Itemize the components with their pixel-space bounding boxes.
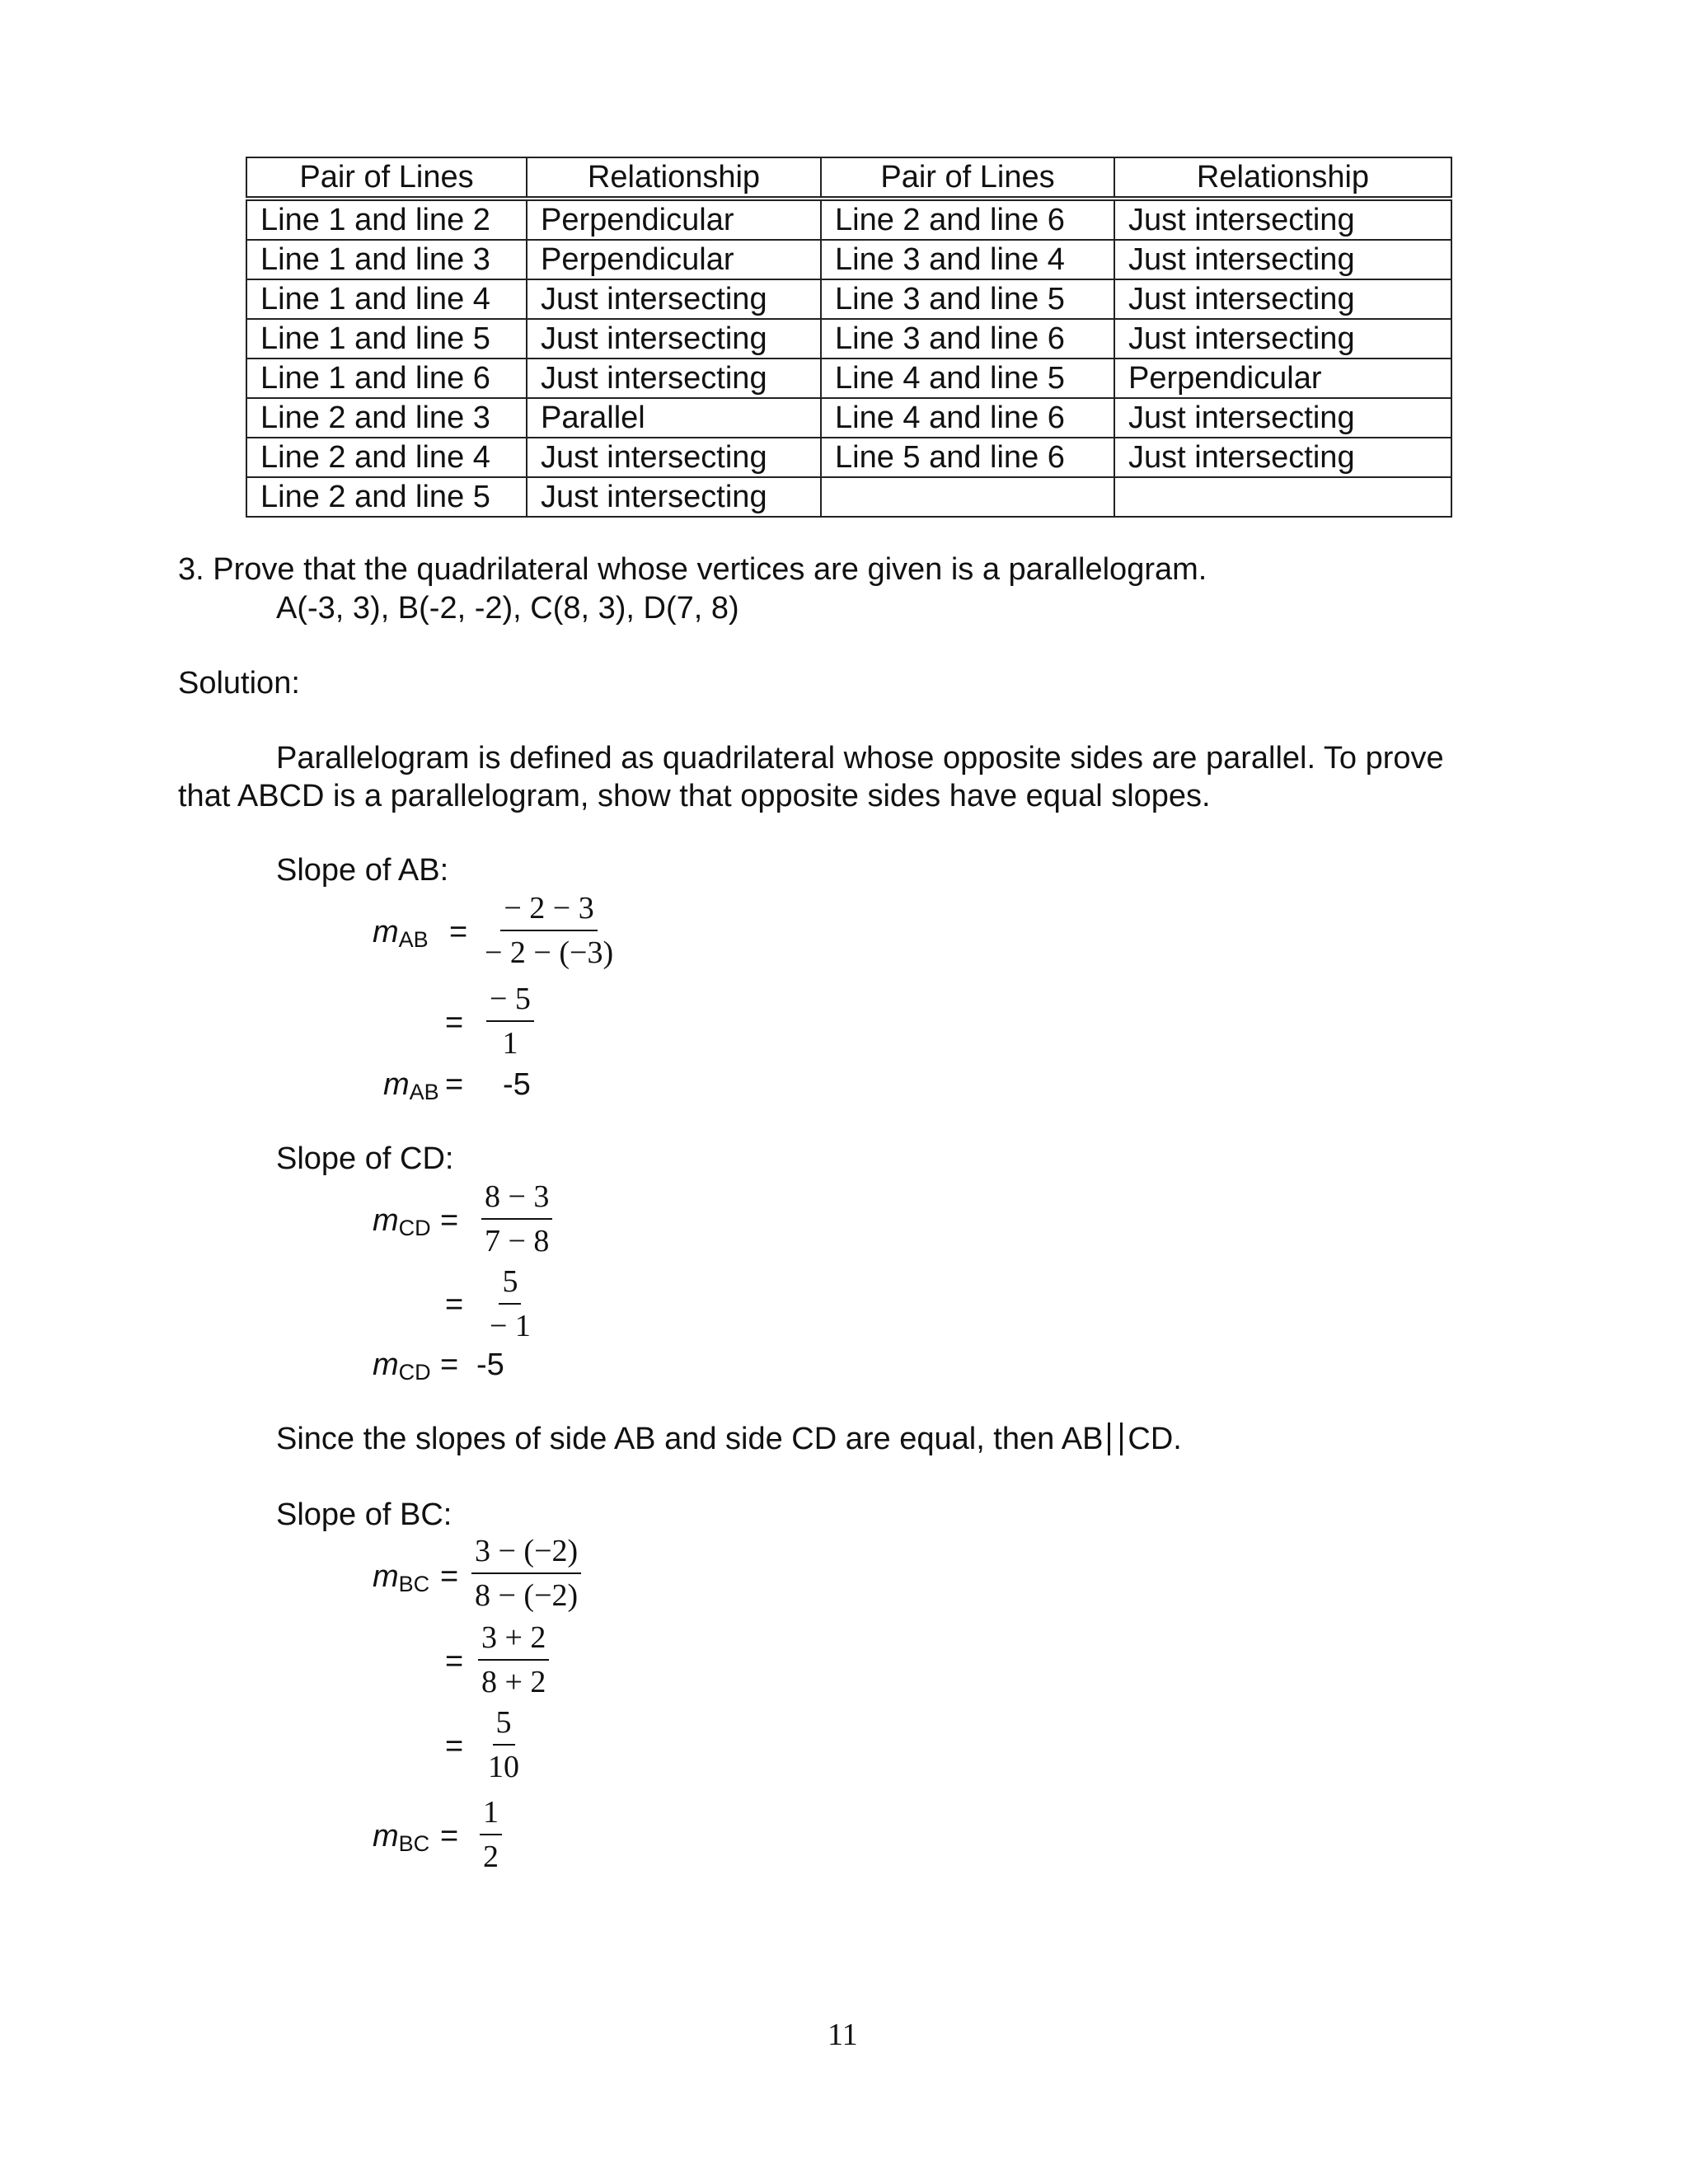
table-cell: Just intersecting [1114,240,1451,279]
fraction-numerator: 5 [499,1263,521,1305]
table-header-cell: Relationship [1114,157,1451,199]
table-body [246,199,1451,517]
slope-cd-label [373,1202,431,1247]
conclusion-end: CD. [1128,1422,1182,1456]
fraction-denominator: − 1 [490,1309,531,1343]
slope-subscript: AB [409,1080,439,1104]
table-row [246,477,1451,517]
equals-sign: = [440,1203,459,1238]
slope-ab-label [383,1066,439,1111]
table-cell: Line 2 and line 6 [821,199,1114,240]
table-cell: Perpendicular [527,199,821,240]
equals-sign: = [440,1559,459,1594]
slope-bc-label [373,1558,429,1603]
table-cell: Line 1 and line 2 [246,199,527,240]
slope-subscript: CD [398,1360,431,1385]
equals-sign: = [445,1067,464,1102]
slope-bc-fraction-4 [480,1794,502,1875]
fraction-numerator: 3 + 2 [478,1619,549,1661]
table-cell: Line 2 and line 3 [246,398,527,438]
table-cell: Just intersecting [527,477,821,517]
fraction-numerator: − 5 [486,981,534,1022]
fraction-denominator: − 2 − (−3) [485,935,614,970]
slope-ab-label [373,913,429,958]
table-cell: Just intersecting [1114,398,1451,438]
solution-label: Solution: [178,666,300,701]
table-cell: Just intersecting [1114,279,1451,319]
table-cell: Line 4 and line 5 [821,359,1114,398]
slope-subscript: CD [398,1216,431,1240]
table-cell: Line 1 and line 4 [246,279,527,319]
table-row [246,319,1451,359]
equals-sign: = [445,1644,464,1679]
table-row [246,199,1451,240]
table-cell [821,477,1114,517]
slope-variable: m [373,915,399,949]
table-row [246,398,1451,438]
problem-statement: 3. Prove that the quadrilateral whose vertices are given is a parallelogram. [178,552,1207,587]
table-cell: Line 3 and line 4 [821,240,1114,279]
slope-subscript: BC [398,1572,430,1596]
fraction-numerator: 8 − 3 [481,1179,552,1220]
slope-ab-fraction-1 [481,890,617,971]
slope-cd-heading: Slope of CD: [276,1141,454,1176]
slope-bc-fraction-3 [485,1704,523,1785]
slope-variable: m [373,1819,399,1854]
table-cell: Perpendicular [1114,359,1451,398]
intro-line-1: Parallelogram is defined as quadrilateral whose opposite sides are parallel. To prove [276,741,1444,776]
problem-vertices: A(-3, 3), B(-2, -2), C(8, 3), D(7, 8) [276,591,739,626]
slope-variable: m [373,1559,399,1594]
slope-variable: m [373,1203,399,1238]
table-cell: Just intersecting [1114,199,1451,240]
fraction-numerator: 5 [493,1704,515,1746]
fraction-numerator: 1 [480,1794,502,1835]
table-header-cell: Pair of Lines [246,157,527,199]
table-cell: Line 2 and line 4 [246,438,527,477]
fraction-denominator: 1 [502,1026,518,1061]
table-header-cell: Pair of Lines [821,157,1114,199]
table-cell: Parallel [527,398,821,438]
table-cell: Line 2 and line 5 [246,477,527,517]
table-cell [1114,477,1451,517]
fraction-denominator: 10 [488,1750,519,1784]
table-cell: Just intersecting [527,438,821,477]
slope-ab-result: -5 [503,1067,531,1102]
slope-cd-label [373,1346,431,1391]
slope-bc-label [373,1817,429,1863]
fraction-denominator: 8 + 2 [481,1665,546,1699]
slope-ab-fraction-2 [486,981,534,1062]
slope-variable: m [373,1347,399,1382]
fraction-denominator: 8 − (−2) [475,1578,579,1613]
equals-sign: = [445,1729,464,1764]
slope-bc-fraction-1 [471,1533,581,1614]
table-row [246,279,1451,319]
slope-bc-heading: Slope of BC: [276,1497,452,1532]
table-row [246,240,1451,279]
parallel-symbol-icon [1108,1422,1123,1455]
slope-cd-result: -5 [476,1347,504,1382]
fraction-denominator: 7 − 8 [485,1224,550,1258]
slope-bc-fraction-2 [478,1619,549,1700]
table-cell: Just intersecting [527,359,821,398]
table-row [246,359,1451,398]
fraction-numerator: 3 − (−2) [471,1533,581,1574]
equals-sign: = [440,1347,459,1382]
conclusion-line [276,1420,1182,1458]
table-cell: Just intersecting [527,319,821,359]
equals-sign: = [440,1819,459,1854]
table-cell: Line 1 and line 5 [246,319,527,359]
page-number: 11 [828,2018,858,2052]
table-cell: Just intersecting [1114,319,1451,359]
table-cell: Just intersecting [1114,438,1451,477]
slope-cd-fraction-1 [481,1179,552,1259]
table-header-row [246,157,1451,199]
table-cell: Line 4 and line 6 [821,398,1114,438]
table-cell: Line 3 and line 6 [821,319,1114,359]
table-row [246,438,1451,477]
slope-ab-heading: Slope of AB: [276,853,449,888]
table-cell: Line 5 and line 6 [821,438,1114,477]
fraction-denominator: 2 [483,1840,499,1874]
table-cell: Just intersecting [527,279,821,319]
table-header-cell: Relationship [527,157,821,199]
intro-line-2: that ABCD is a parallelogram, show that opposite sides have equal slopes. [178,779,1211,813]
slope-subscript: AB [398,927,429,952]
conclusion-text: Since the slopes of side AB and side CD are equal, then AB [276,1422,1104,1456]
equals-sign: = [449,915,468,949]
equals-sign: = [445,1005,464,1040]
slope-variable: m [383,1067,410,1102]
fraction-numerator: − 2 − 3 [500,890,597,931]
slope-cd-fraction-2 [486,1263,534,1344]
table-cell: Perpendicular [527,240,821,279]
table-cell: Line 3 and line 5 [821,279,1114,319]
equals-sign: = [445,1287,464,1322]
relationship-table [246,157,1452,518]
slope-subscript: BC [398,1831,430,1856]
table-cell: Line 1 and line 6 [246,359,527,398]
table-cell: Line 1 and line 3 [246,240,527,279]
